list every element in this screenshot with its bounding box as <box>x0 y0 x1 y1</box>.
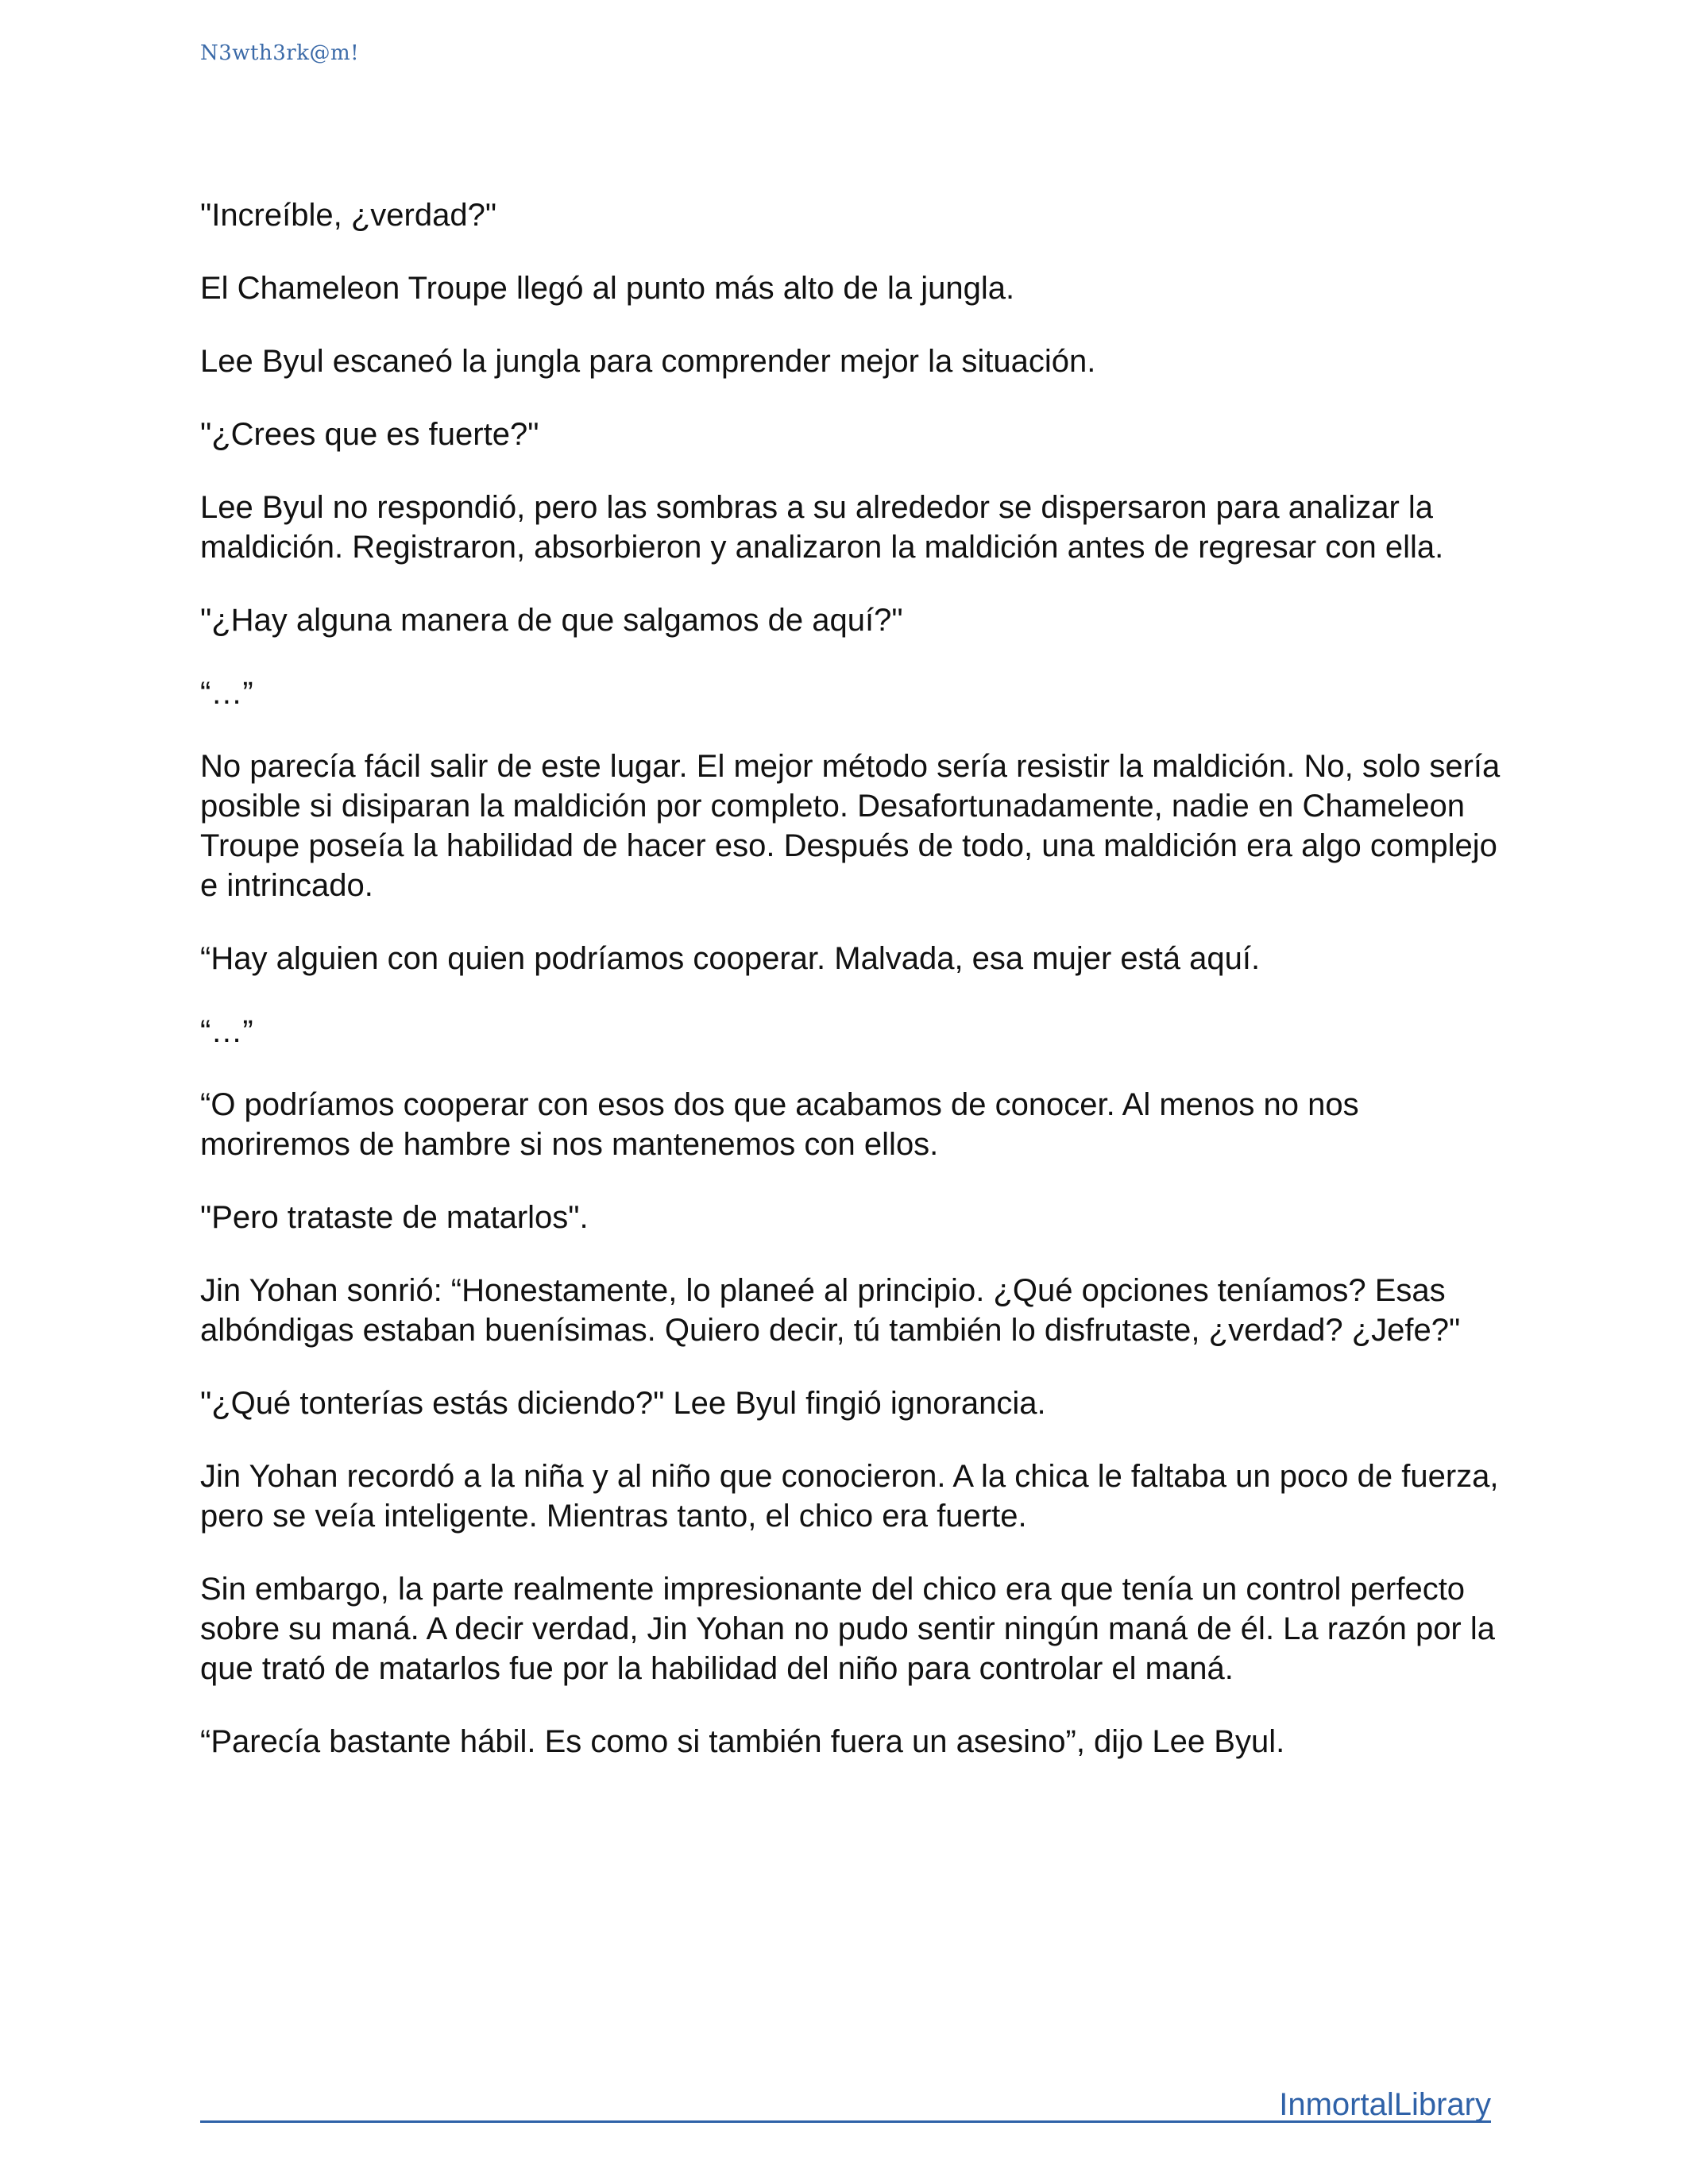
document-body <box>200 195 1503 1795</box>
paragraph: “Parecía bastante hábil. Es como si también fuera un asesino”, dijo Lee Byul. <box>200 1724 1285 1759</box>
paragraph: Lee Byul escaneó la jungla para comprender mejor la situación. <box>200 344 1096 379</box>
paragraph: "Increíble, ¿verdad?" <box>200 198 497 233</box>
paragraph: El Chameleon Troupe llegó al punto más alto de la jungla. <box>200 271 1015 306</box>
paragraph: "¿Crees que es fuerte?" <box>200 417 539 452</box>
watermark-header: N3wth3rk@m! <box>200 41 360 65</box>
paragraph: Lee Byul no respondió, pero las sombras a su alrededor se dispersaron para analizar la maldición. Registraron, absorbieron y analizaron la maldición antes de regresar con ella. <box>200 490 1444 565</box>
paragraph: Jin Yohan sonrió: “Honestamente, lo planeé al principio. ¿Qué opciones teníamos? Esas albóndigas estaban buenísimas. Quiero decir, tú también lo disfrutaste, ¿verdad? ¿Jefe?" <box>200 1273 1461 1348</box>
paragraph: "Pero trataste de matarlos". <box>200 1200 589 1235</box>
paragraph: “…” <box>200 1014 253 1049</box>
paragraph: No parecía fácil salir de este lugar. El mejor método sería resistir la maldición. No, solo sería posible si disiparan la maldición por completo. Desafortunadamente, nadie en Chameleon Troupe poseía la habilidad de hacer eso. Después de todo, una maldición era algo complejo e intrincado. <box>200 749 1501 903</box>
paragraph: “O podríamos cooperar con esos dos que acabamos de conocer. Al menos no nos moriremos de hambre si nos mantenemos con ellos. <box>200 1087 1359 1162</box>
paragraph: "¿Qué tonterías estás diciendo?" Lee Byul fingió ignorancia. <box>200 1386 1046 1421</box>
paragraph: “…” <box>200 676 253 711</box>
paragraph: “Hay alguien con quien podríamos cooperar. Malvada, esa mujer está aquí. <box>200 941 1261 976</box>
paragraph: Jin Yohan recordó a la niña y al niño que conocieron. A la chica le faltaba un poco de fuerza, pero se veía inteligente. Mientras tanto, el chico era fuerte. <box>200 1459 1499 1534</box>
footer-library-link[interactable]: InmortalLibrary <box>1279 2087 1491 2122</box>
paragraph: "¿Hay alguna manera de que salgamos de aquí?" <box>200 603 903 638</box>
paragraph: Sin embargo, la parte realmente impresionante del chico era que tenía un control perfecto sobre su maná. A decir verdad, Jin Yohan no pudo sentir ningún maná de él. La razón por la que trató de matarlos fue por la habilidad del niño para controlar el maná. <box>200 1572 1495 1686</box>
